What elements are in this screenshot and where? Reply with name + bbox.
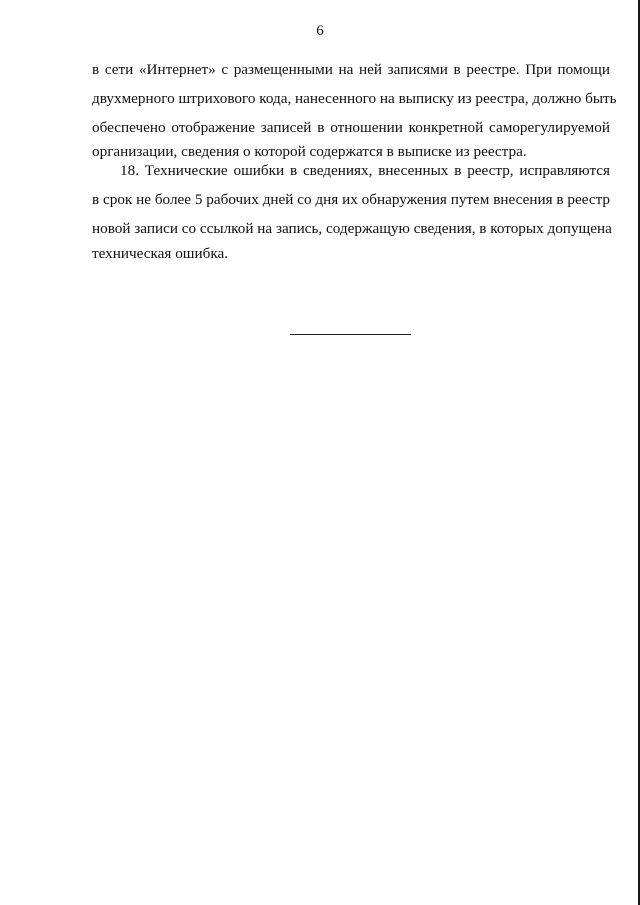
end-separator-line (290, 334, 411, 335)
text-line: новой записи со ссылкой на запись, содержащую сведения, в которых допущена (92, 220, 612, 237)
text-line: 18. Технические ошибки в сведениях, внесенных в реестр, исправляются (120, 162, 610, 179)
text-line: организации, сведения о которой содержатся в выписке из реестра. (92, 143, 527, 160)
text-line: двухмерного штрихового кода, нанесенного на выписку из реестра, должно быть (92, 90, 617, 107)
text-line: в сети «Интернет» с размещенными на ней записями в реестре. При помощи (92, 61, 610, 78)
text-line: техническая ошибка. (92, 245, 229, 262)
text-line: в срок не более 5 рабочих дней со дня их обнаружения путем внесения в реестр (92, 191, 610, 208)
text-line: обеспечено отображение записей в отношении конкретной саморегулируемой (92, 119, 610, 136)
page-number: 6 (316, 23, 324, 39)
